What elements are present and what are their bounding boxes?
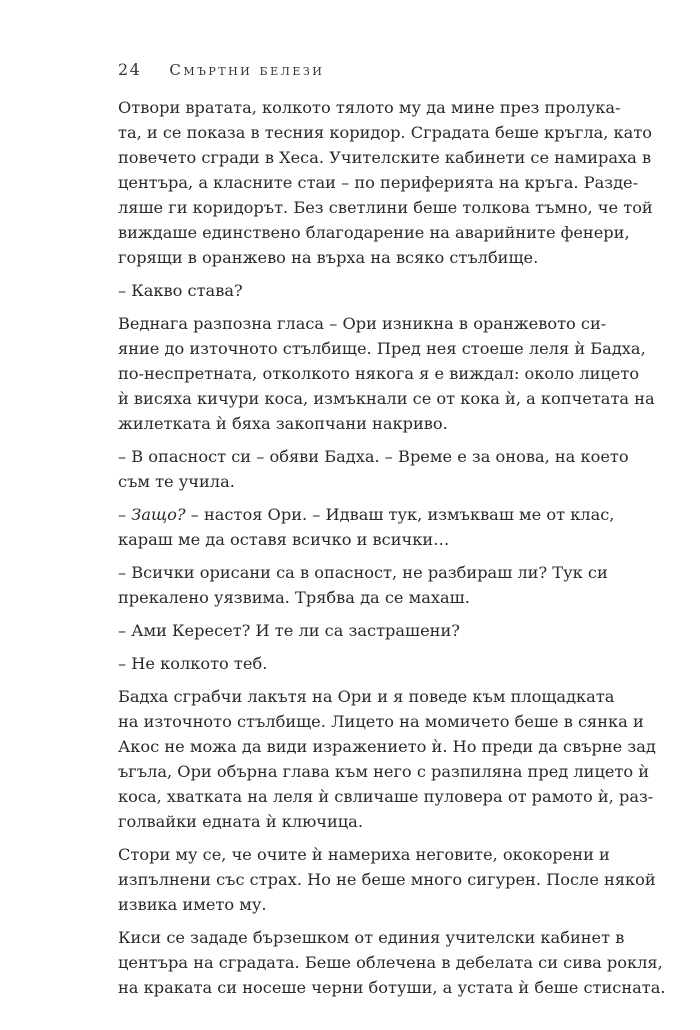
italic-lead: – Защо?: [118, 505, 186, 524]
text-line: Акос не можа да види изражението ѝ. Но преди да свърне зад: [118, 737, 656, 756]
text-line: прекалено уязвима. Трябва да се махаш.: [118, 588, 470, 607]
text-line: ъгъла, Ори обърна глава към него с разпиляна пред лицето ѝ: [118, 762, 650, 781]
text-line: – Всички орисани са в опасност, не разбираш ли? Тук си: [118, 563, 608, 582]
text-line: – В опасност си – обяви Бадха. – Време е за онова, на което: [118, 447, 629, 466]
text-line: Стори му се, че очите ѝ намериха неговите, ококорени и: [118, 845, 610, 864]
paragraph: [118, 95, 653, 270]
text-line: извика името му.: [118, 895, 267, 914]
text-line: коса, хватката на леля ѝ свличаше пуловера от рамото ѝ, раз-: [118, 787, 654, 806]
text-line: центъра, а класните стаи – по периферията на кръга. Разде-: [118, 173, 639, 192]
text-line: яние до източното стълбище. Пред нея стоеше леля ѝ Бадха,: [118, 339, 646, 358]
text-line: жилетката ѝ бяха закопчани накриво.: [118, 414, 448, 433]
text-line: караш ме да оставя всичко и всички…: [118, 530, 450, 549]
paragraph: [118, 684, 656, 834]
dialogue-paragraph: [118, 502, 615, 552]
text-line: – Какво става?: [118, 281, 243, 300]
dialogue-paragraph: [118, 560, 608, 610]
text-line: виждаше единствено благодарение на аварийните фенери,: [118, 223, 630, 242]
text-line: Киси се зададе бързешком от единия учителски кабинет в: [118, 928, 625, 947]
text-line: Бадха сграбчи лакътя на Ори и я поведе към площадката: [118, 687, 615, 706]
paragraph: [118, 842, 656, 917]
paragraph: [118, 311, 655, 436]
text-line: ѝ висяха кичури коса, измъкнали се от кока ѝ, а копчетата на: [118, 389, 655, 408]
dialogue-paragraph: [118, 651, 582, 676]
running-head: [118, 60, 324, 86]
dialogue-paragraph: [118, 444, 629, 494]
text-line: съм те учила.: [118, 472, 235, 491]
text-line: [118, 502, 615, 527]
dialogue-paragraph: [118, 278, 582, 303]
text-line: центъра на сградата. Беше облечена в дебелата си сива рокля,: [118, 953, 663, 972]
page-number: 24: [118, 60, 142, 79]
text-line: повечето сгради в Хеса. Учителските кабинети се намираха в: [118, 148, 652, 167]
text-line: на източното стълбище. Лицето на момичето беше в сянка и: [118, 712, 644, 731]
text-line: – Не колкото теб.: [118, 654, 268, 673]
text-line: Отвори вратата, колкото тялото му да мине през пролука-: [118, 98, 621, 117]
body-text: [118, 95, 666, 1000]
text-line: голвайки едната ѝ ключица.: [118, 812, 363, 831]
text-line: ляше ги коридорът. Без светлини беше толкова тъмно, че той: [118, 198, 653, 217]
text-line: Веднага разпозна гласа – Ори изникна в оранжевото си-: [118, 314, 607, 333]
text-fragment: – настоя Ори. – Идваш тук, измъкваш ме от клас,: [185, 505, 615, 524]
book-title: Смъртни белези: [169, 61, 325, 79]
text-line: – Ами Кересет? И те ли са застрашени?: [118, 621, 460, 640]
text-line: горящи в оранжево на върха на всяко стълбище.: [118, 248, 539, 267]
paragraph: [118, 925, 666, 1000]
text-line: по-неспретната, отколкото някога я е виждал: около лицето: [118, 364, 640, 383]
text-line: на краката си носеше черни ботуши, а устата ѝ беше стисната.: [118, 978, 666, 997]
text-line: изпълнени със страх. Но не беше много сигурен. После някой: [118, 870, 656, 889]
text-line: та, и се показа в тесния коридор. Сградата беше кръгла, като: [118, 123, 653, 142]
dialogue-paragraph: [118, 618, 582, 643]
